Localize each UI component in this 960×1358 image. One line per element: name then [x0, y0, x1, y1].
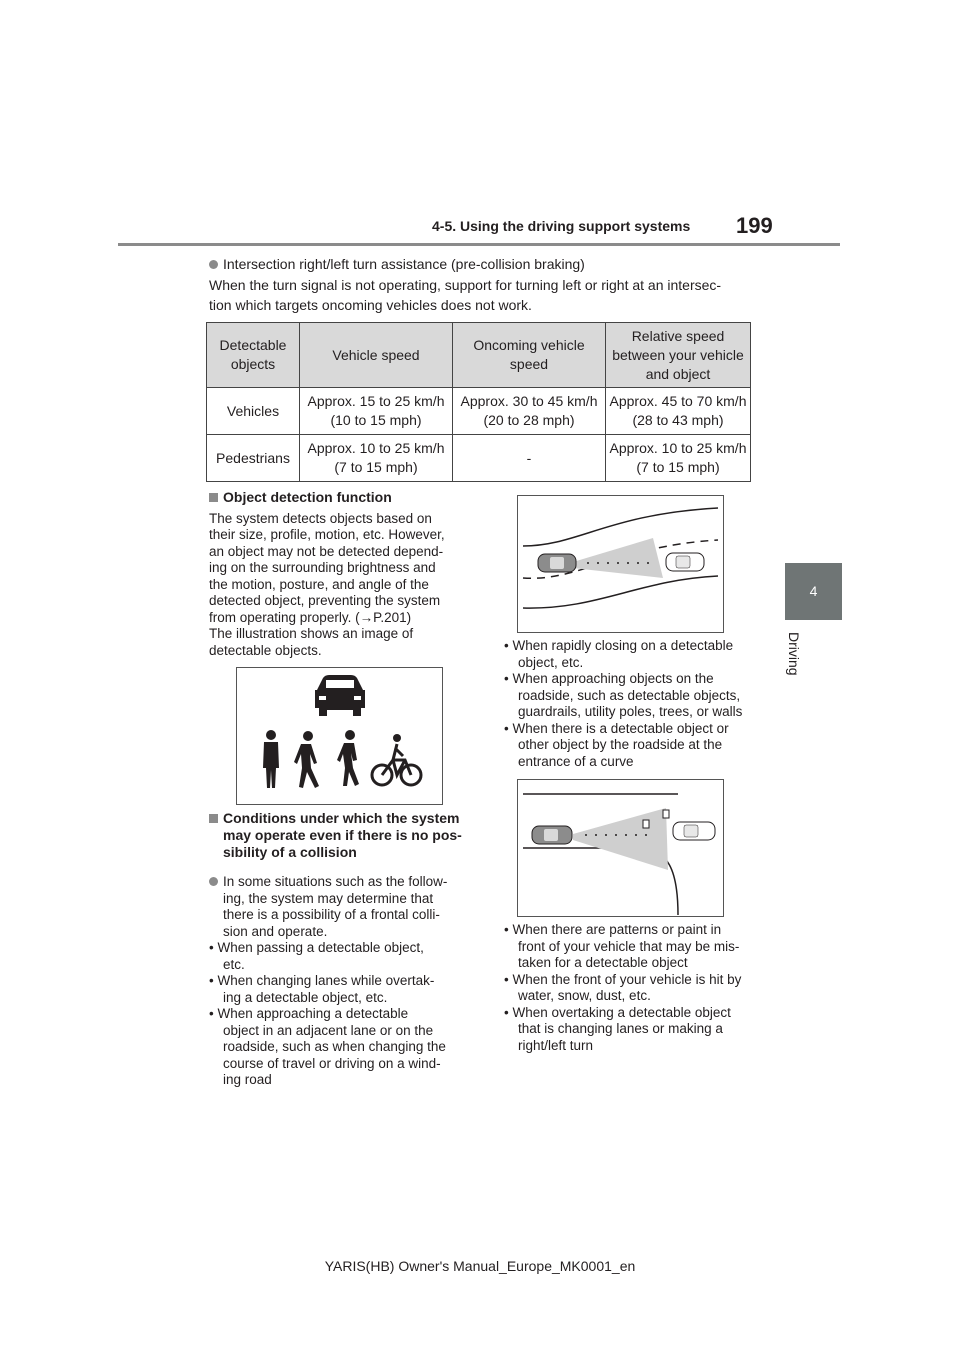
radar-beam: [573, 538, 663, 578]
text-line: ing on the surrounding brightness and: [209, 560, 436, 575]
list-item: [209, 940, 479, 973]
list-item: [504, 1005, 764, 1055]
table-header-cell: Detectable objects: [207, 323, 300, 388]
text-line: the motion, posture, and angle of the: [209, 576, 429, 592]
square-bullet-icon: [209, 493, 218, 502]
text-line: • When changing lanes while overtak-: [209, 973, 435, 988]
radar-beam: [573, 808, 668, 870]
text-line: etc.: [223, 956, 245, 972]
intro-bullet: [209, 255, 585, 274]
text-line: entrance of a curve: [518, 753, 634, 769]
list-item: [209, 973, 479, 1006]
text-line: ing road: [223, 1072, 272, 1087]
curve-entrance-illustration: [517, 779, 724, 917]
text-line: course of travel or driving on a wind-: [223, 1055, 441, 1071]
chapter-label: Driving: [786, 632, 802, 676]
text-line: taken for a detectable object: [518, 955, 688, 970]
heading-text: sibility of a collision: [223, 844, 357, 860]
table-cell: Approx. 15 to 25 km/h (10 to 15 mph): [300, 388, 453, 435]
text-line: their size, profile, motion, etc. However,: [209, 527, 445, 542]
table-header-cell: Vehicle speed: [300, 323, 453, 388]
conditions-bullet: [209, 874, 479, 940]
list-item: [504, 922, 764, 972]
table-row: [207, 435, 751, 482]
text-line: detectable objects.: [209, 642, 322, 658]
text-line: roadside, such as detectable objects,: [518, 687, 741, 703]
heading-object-detection: [209, 489, 479, 506]
target-car-icon: [666, 553, 704, 571]
condition-items: [209, 940, 479, 1089]
section-title: 4-5. Using the driving support systems: [432, 218, 691, 234]
text-line: • When there are patterns or paint in: [504, 922, 722, 937]
footer-text: YARIS(HB) Owner's Manual_Europe_MK0001_en: [324, 1258, 636, 1274]
intro-bullet-text: Intersection right/left turn assistance (pre-collision braking): [223, 256, 585, 272]
list-item: [504, 638, 754, 671]
target-car-icon: [673, 822, 715, 840]
list-item: [209, 1006, 479, 1089]
pedestrian-walking-icon: [294, 731, 319, 788]
road-edge: [523, 576, 718, 608]
text-line: • When the front of your vehicle is hit by: [504, 971, 742, 987]
own-car-icon: [538, 554, 576, 572]
table-cell: Pedestrians: [207, 435, 300, 482]
text-line: • When rapidly closing on a detectable: [504, 638, 734, 653]
text-line: there is a possibility of a frontal colli-: [223, 907, 440, 922]
table-cell: Approx. 10 to 25 km/h (7 to 15 mph): [606, 435, 751, 482]
bullet-icon: [209, 877, 218, 886]
text-line: an object may not be detected depend-: [209, 543, 444, 559]
text-line: that is changing lanes or making a: [518, 1021, 723, 1036]
header-divider: [118, 243, 840, 246]
text-line: water, snow, dust, etc.: [518, 988, 651, 1003]
own-car-icon: [532, 826, 572, 844]
text-line: ing, the system may determine that: [223, 890, 434, 906]
text-line: The system detects objects based on: [209, 510, 432, 526]
table-header-cell: Relative speed between your vehicle and object: [606, 323, 751, 388]
text-line: sion and operate.: [223, 923, 328, 939]
text-line: In some situations such as the follow-: [223, 874, 448, 889]
left-column-lower: [209, 810, 479, 1089]
bullet-icon: [209, 260, 218, 269]
detectable-objects-illustration: [236, 667, 443, 805]
text-line: roadside, such as when changing the: [223, 1039, 446, 1054]
speed-table: [206, 322, 751, 482]
text-line: • When overtaking a detectable object: [504, 1004, 731, 1020]
page-number: 199: [736, 213, 773, 238]
heading-text: Conditions under which the system: [223, 810, 460, 826]
text-line: ing a detectable object, etc.: [223, 989, 388, 1005]
pedestrian-standing-icon: [263, 730, 279, 788]
table-cell: Approx. 10 to 25 km/h (7 to 15 mph): [300, 435, 453, 482]
table-header-cell: Oncoming vehicle speed: [453, 323, 606, 388]
text-line: detected object, preventing the system: [209, 593, 441, 608]
car-front-icon: [315, 675, 365, 716]
text-line: • When passing a detectable object,: [209, 940, 424, 955]
table-cell: Approx. 30 to 45 km/h (20 to 28 mph): [453, 388, 606, 435]
heading-text: Object detection function: [223, 489, 392, 505]
cyclist-icon: [372, 734, 421, 785]
table-cell: Approx. 45 to 70 km/h (28 to 43 mph): [606, 388, 751, 435]
intro-line-1: When the turn signal is not operating, support for turning left or right at an intersec-: [209, 277, 722, 293]
text-line: • When approaching objects on the: [504, 671, 714, 686]
text-line: guardrails, utility poles, trees, or walls: [518, 704, 743, 719]
heading-conditions: [209, 810, 479, 861]
intro-line-2: tion which targets oncoming vehicles does not work.: [209, 297, 532, 313]
table-header-row: [207, 323, 751, 388]
right-items-2: [504, 922, 764, 1054]
text-line: front of your vehicle that may be mis-: [518, 938, 740, 954]
heading-text: may operate even if there is no pos-: [223, 827, 462, 843]
list-item: [504, 671, 754, 721]
table-cell: Vehicles: [207, 388, 300, 435]
table-cell: -: [453, 435, 606, 482]
right-items-1: [504, 638, 754, 770]
text-line: The illustration shows an image of: [209, 626, 414, 641]
text-line: from operating properly. (→P.201): [209, 609, 412, 625]
list-item: [504, 721, 754, 771]
text-line: object, etc.: [518, 654, 584, 670]
list-item: [504, 972, 764, 1005]
left-column: [209, 489, 479, 659]
text-line: • When there is a detectable object or: [504, 720, 729, 736]
text-line: right/left turn: [518, 1037, 594, 1053]
chapter-tab: 4: [785, 563, 842, 620]
text-line: object in an adjacent lane or on the: [223, 1022, 434, 1038]
road-edge: [523, 508, 718, 546]
pedestrian-running-icon: [337, 730, 359, 786]
text-line: • When approaching a detectable: [209, 1006, 409, 1021]
table-row: [207, 388, 751, 435]
winding-road-illustration: [517, 495, 724, 633]
text-line: other object by the roadside at the: [518, 737, 723, 752]
object-detection-paragraph: [209, 511, 479, 660]
square-bullet-icon: [209, 814, 218, 823]
